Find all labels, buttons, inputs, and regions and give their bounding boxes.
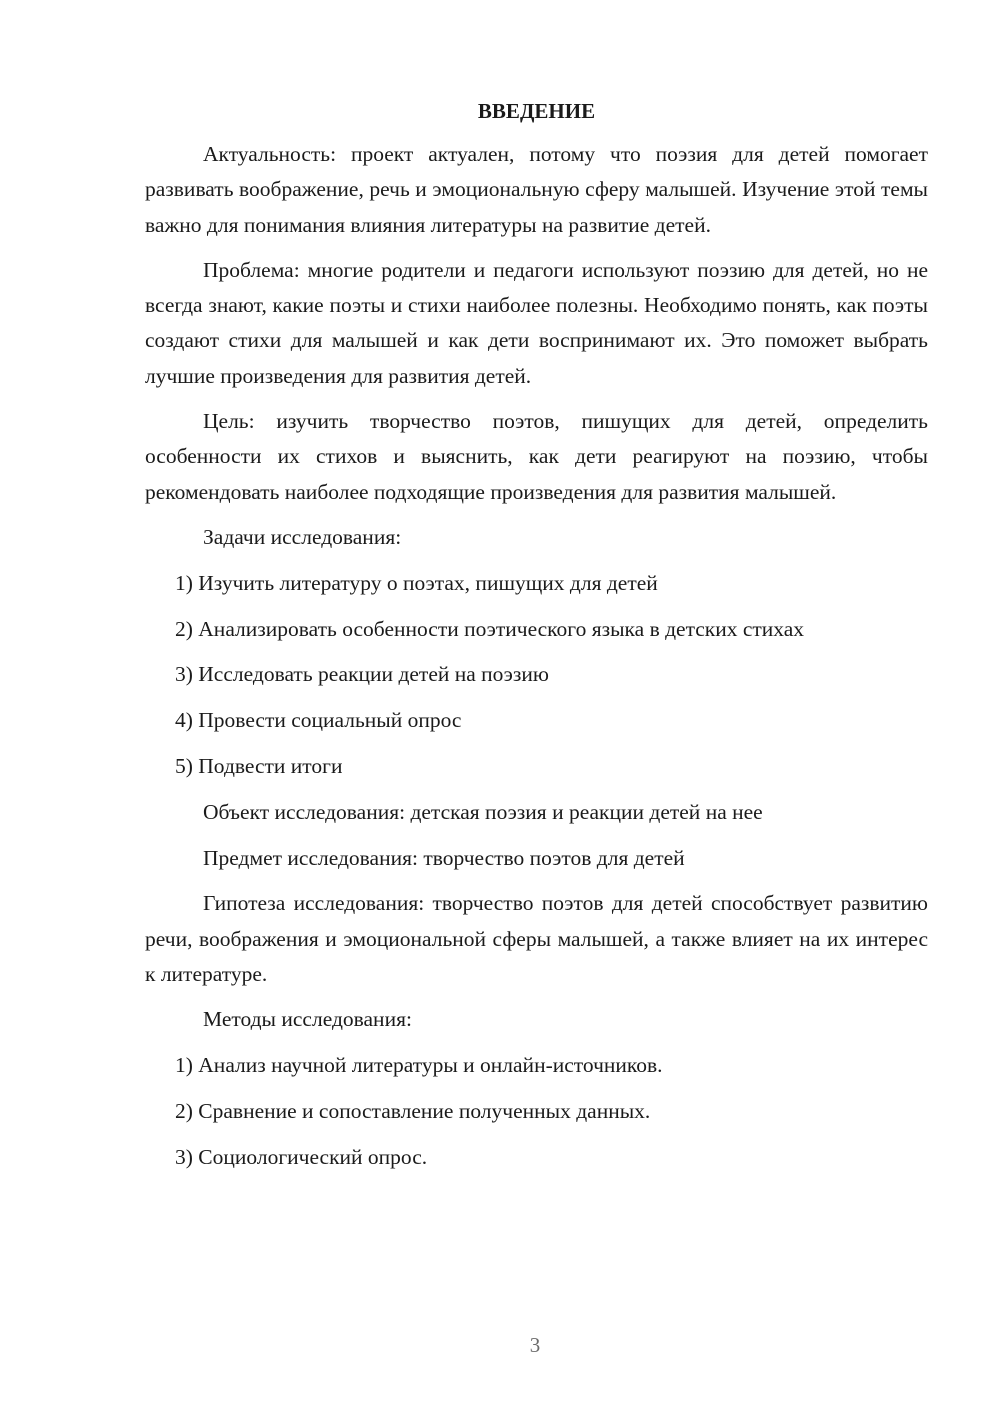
goal-paragraph: Цель: изучить творчество поэтов, пишущих для детей, определить особенности их стихов и выяснить, как дети реагируют на поэзию, чтобы рекомендовать наиболее подходящие произведения для развития малышей. — [145, 409, 928, 504]
page-number: 3 — [529, 1333, 541, 1357]
hypothesis-paragraph: Гипотеза исследования: творчество поэтов для детей способствует развитию речи, воображения и эмоциональной сферы малышей, а также влияет на их интерес к литературе. — [145, 891, 928, 986]
task-item: 2) Анализировать особенности поэтического языка в детских стихах — [175, 616, 805, 641]
tasks-heading: Задачи исследования: — [203, 524, 402, 549]
method-item: 1) Анализ научной литературы и онлайн-источников. — [175, 1053, 663, 1078]
object-line: Объект исследования: детская поэзия и реакции детей на нее — [203, 799, 763, 824]
document-page — [145, 93, 928, 1185]
task-item: 3) Исследовать реакции детей на поэзию — [175, 662, 549, 687]
task-item: 1) Изучить литературу о поэтах, пишущих для детей — [175, 570, 658, 595]
problem-paragraph: Проблема: многие родители и педагоги используют поэзию для детей, но не всегда знают, какие поэты и стихи наиболее полезны. Необходимо понять, как поэты создают стихи для малышей и как дети воспринимают их. Это поможет выбрать лучшие произведения для развития детей. — [145, 257, 928, 388]
method-item: 3) Социологический опрос. — [175, 1144, 428, 1169]
relevance-paragraph: Актуальность: проект актуален, потому что поэзия для детей помогает развивать воображение, речь и эмоциональную сферу малышей. Изучение этой темы важно для понимания влияния литературы на развитие детей. — [145, 142, 928, 237]
method-item: 2) Сравнение и сопоставление полученных данных. — [175, 1098, 651, 1123]
task-item: 5) Подвести итоги — [175, 753, 343, 778]
section-title: ВВЕДЕНИЕ — [477, 99, 596, 123]
subject-line: Предмет исследования: творчество поэтов для детей — [203, 845, 685, 870]
task-item: 4) Провести социальный опрос — [175, 708, 462, 733]
methods-heading: Методы исследования: — [203, 1007, 412, 1032]
